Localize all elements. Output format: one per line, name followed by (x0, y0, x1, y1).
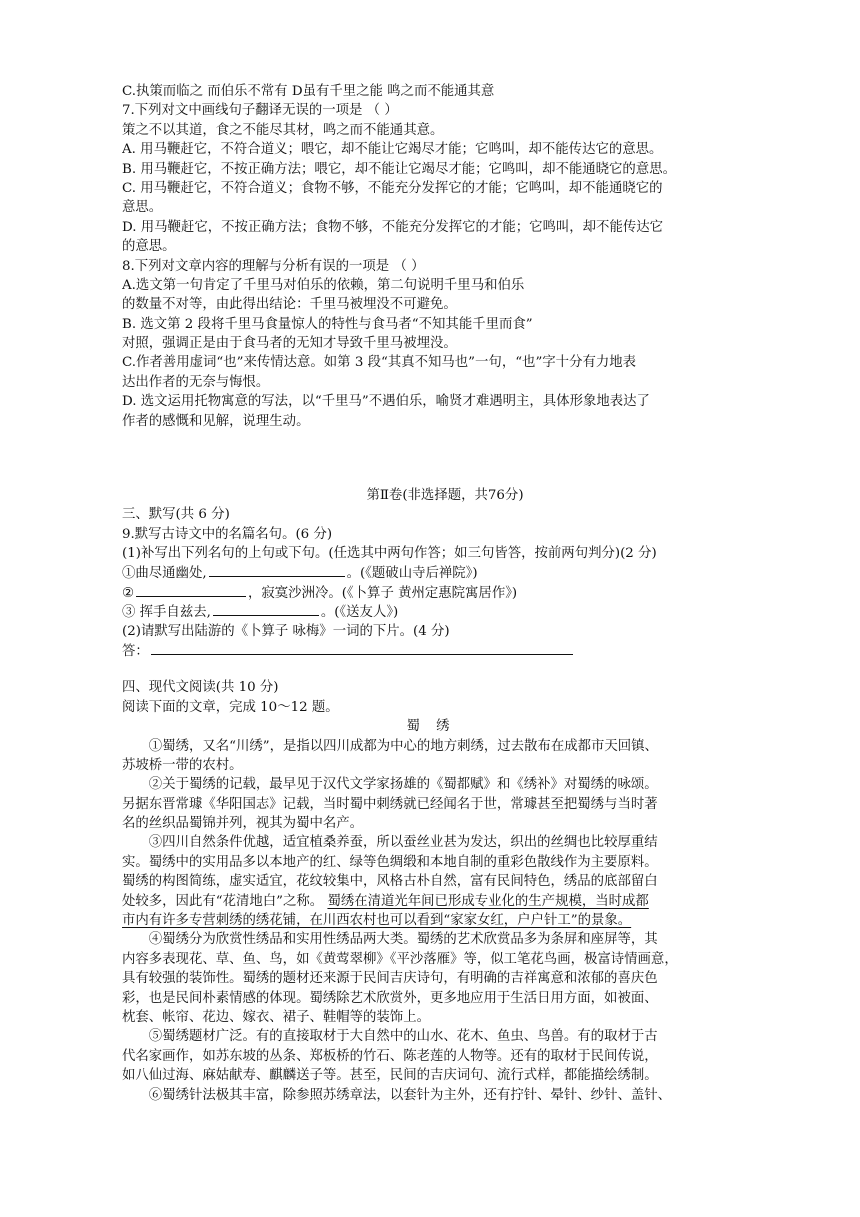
q9-answer-line (122, 641, 740, 660)
q9-line3-prefix: ③ 挥手自兹去, (122, 605, 211, 621)
section4-intro: 阅读下面的文章，完成 10～12 题。 (122, 699, 339, 715)
q8-option-a: A.选文第一句肯定了千里马对伯乐的依赖，第二句说明千里马和伯乐 (122, 277, 525, 293)
q7-option-d-cont: 的意思。 (122, 239, 176, 255)
q8-option-d: D. 选文运用托物寓意的写法，以“千里马”不遇伯乐，喻贤才难遇明主，具体形象地表达了 (122, 394, 650, 410)
q9-line1-prefix: ①曲尽通幽处, (122, 566, 207, 582)
q9-line2-suffix: ，寂寞沙洲冷。(《卜算子 黄州定惠院寓居作》) (248, 585, 518, 601)
q7-option-c-cont: 意思。 (122, 200, 163, 216)
q9-line3 (122, 602, 740, 621)
q8-stem: 8.下列对文章内容的理解与分析有误的一项是 （ ） (122, 258, 425, 274)
paragraph-2-line: ②关于蜀绣的记载，最早见于汉代文学家扬雄的《蜀都赋》和《绣补》对蜀绣的咏颂。 (148, 777, 658, 793)
paragraph-3-line (122, 911, 740, 930)
answer-blank-1[interactable] (209, 563, 345, 577)
paragraph-4-line: 彩，也是民间朴素情感的体现。蜀绣除艺术欣赏外，更多地应用于生活日用方面，如被面、 (122, 990, 658, 1006)
paragraph-6-line: ⑥蜀绣针法极其丰富，除参照苏绣章法，以套针为主外，还有拧针、晕针、纱针、盖针、 (148, 1087, 672, 1103)
paragraph-2-line: 名的丝织品蜀锦并列，视其为蜀中名产。 (122, 816, 364, 832)
q7-stem: 7.下列对文中画线句子翻译无误的一项是 （ ） (122, 103, 398, 119)
q9-stem: 9.默写古诗文中的名篇名句。(6 分) (122, 526, 333, 542)
q7-option-a: A. 用马鞭赶它，不符合道义；喂它，却不能让它竭尽才能；它鸣叫，却不能传达它的意思。 (122, 142, 663, 158)
q9-line3-suffix: 。(《送友人》) (320, 605, 399, 621)
q8-option-c: C.作者善用虚词“也”来传情达意。如第 3 段“其真不知马也”一句，“也”字十分有力地表 (122, 355, 637, 371)
q9-sub2: (2)请默写出陆游的《卜算子 咏梅》一词的下片。(4 分) (122, 623, 450, 639)
q8-option-b: B. 选文第 2 段将千里马食量惊人的特性与食马者“不知其能千里而食” (122, 316, 533, 332)
q7-option-c: C. 用马鞭赶它，不符合道义；食物不够，不能充分发挥它的才能；它鸣叫，却不能通晓它的 (122, 180, 663, 196)
q9-line1-suffix: 。(《题破山寺后禅院》) (346, 566, 478, 582)
paragraph-1-line: 苏坡桥一带的农村。 (122, 757, 243, 773)
paragraph-1-line: ①蜀绣，又名“川绣”，是指以四川成都为中心的地方刺绣，过去散布在成都市天回镇、 (148, 738, 658, 754)
section3-title: 三、默写(共 6 分) (122, 507, 230, 523)
q8-option-d-cont: 作者的感慨和见解，说理生动。 (122, 413, 310, 429)
exam-page (122, 82, 740, 1105)
answer-blank-4[interactable] (151, 641, 573, 655)
paragraph-5-line: 如八仙过海、麻姑献寿、麒麟送子等。甚至，民间的吉庆词句、流行式样，都能描绘绣制。 (122, 1068, 658, 1084)
q8-option-b-cont: 对照，强调正是由于食马者的无知才导致千里马被埋没。 (122, 336, 457, 352)
paragraph-4-line: ④蜀绣分为欣赏性绣品和实用性绣品两大类。蜀绣的艺术欣赏品多为条屏和座屏等，其 (148, 932, 658, 948)
paragraph-3-line: 蜀绣的构图简练，虚实适宜，花纹较集中，风格古朴自然，富有民间特色，绣品的底部留白 (122, 874, 658, 890)
section4-title: 四、现代文阅读(共 10 分) (122, 680, 279, 696)
paragraph-4-line: 内容多表现花、草、鱼、鸟，如《黄莺翠柳》《平沙落雁》等，似工笔花鸟画，极富诗情画意， (122, 951, 678, 967)
q9-line1 (122, 563, 740, 582)
paragraph-3-text: 处较多，因此有“花清地白”之称。 (122, 893, 324, 909)
paragraph-3-line (122, 892, 740, 911)
q8-option-a-cont: 的数量不对等，由此得出结论：千里马被埋没不可避免。 (122, 297, 457, 313)
paragraph-2-line: 另据东晋常璩《华阳国志》记载，当时蜀中刺绣就已经闻名于世，常璩甚至把蜀绣与当时著 (122, 796, 658, 812)
q9-sub1: (1)补写出下列名句的上句或下句。(任选其中两句作答；如三句皆答，按前两句判分)(2 分) (122, 545, 657, 561)
underlined-sentence-cont: 市内有许多专营刺绣的绣花铺，在川西农村也可以看到“家家女红，户户针工”的景象。 (122, 913, 632, 929)
q7-option-b: B. 用马鞭赶它，不按正确方法；喂它，却不能让它竭尽才能；它鸣叫，却不能通晓它的意思。 (122, 161, 676, 177)
paragraph-5-line: ⑤蜀绣题材广泛。有的直接取材于大自然中的山水、花木、鱼虫、鸟兽。有的取材于古 (148, 1029, 658, 1045)
paragraph-5-line: 代名家画作，如苏东坡的丛条、郑板桥的竹石、陈老莲的人物等。还有的取材于民间传说， (122, 1048, 658, 1064)
q9-line2-prefix: ② (122, 585, 135, 601)
article-title: 蜀 绣 (406, 719, 456, 735)
q6-option-line: C.执策而临之 而伯乐不常有 D虽有千里之能 鸣之而不能通其意 (122, 84, 495, 99)
paragraph-3-line: ③四川自然条件优越，适宜植桑养蚕，所以蚕丝业甚为发达，织出的丝绸也比较厚重结 (148, 835, 658, 851)
answer-label: 答： (122, 643, 149, 659)
q8-option-c-cont: 达出作者的无奈与悔恨。 (122, 374, 270, 390)
paragraph-4-line: 具有较强的装饰性。蜀绣的题材还来源于民间吉庆诗句，有明确的吉祥寓意和浓郁的喜庆色 (122, 971, 658, 987)
paragraph-4-line: 枕套、帐帘、花边、嫁衣、裙子、鞋帽等的装饰上。 (122, 1009, 430, 1025)
q7-sentence: 策之不以其道，食之不能尽其材，鸣之而不能通其意。 (122, 122, 444, 138)
underlined-sentence: 蜀绣在清道光年间已形成专业化的生产规模，当时成都 (327, 893, 649, 909)
part2-title: 第Ⅱ卷(非选择题，共76分) (366, 487, 524, 503)
paragraph-3-line: 实。蜀绣中的实用品多以本地产的红、绿等色绸缎和本地自制的重彩色散线作为主要原料。 (122, 854, 658, 870)
answer-blank-2[interactable] (136, 583, 246, 597)
q7-option-d: D. 用马鞭赶它，不按正确方法；食物不够，不能充分发挥它的才能；它鸣叫，却不能传达它 (122, 219, 664, 235)
q9-line2 (122, 583, 740, 602)
answer-blank-3[interactable] (213, 602, 319, 616)
